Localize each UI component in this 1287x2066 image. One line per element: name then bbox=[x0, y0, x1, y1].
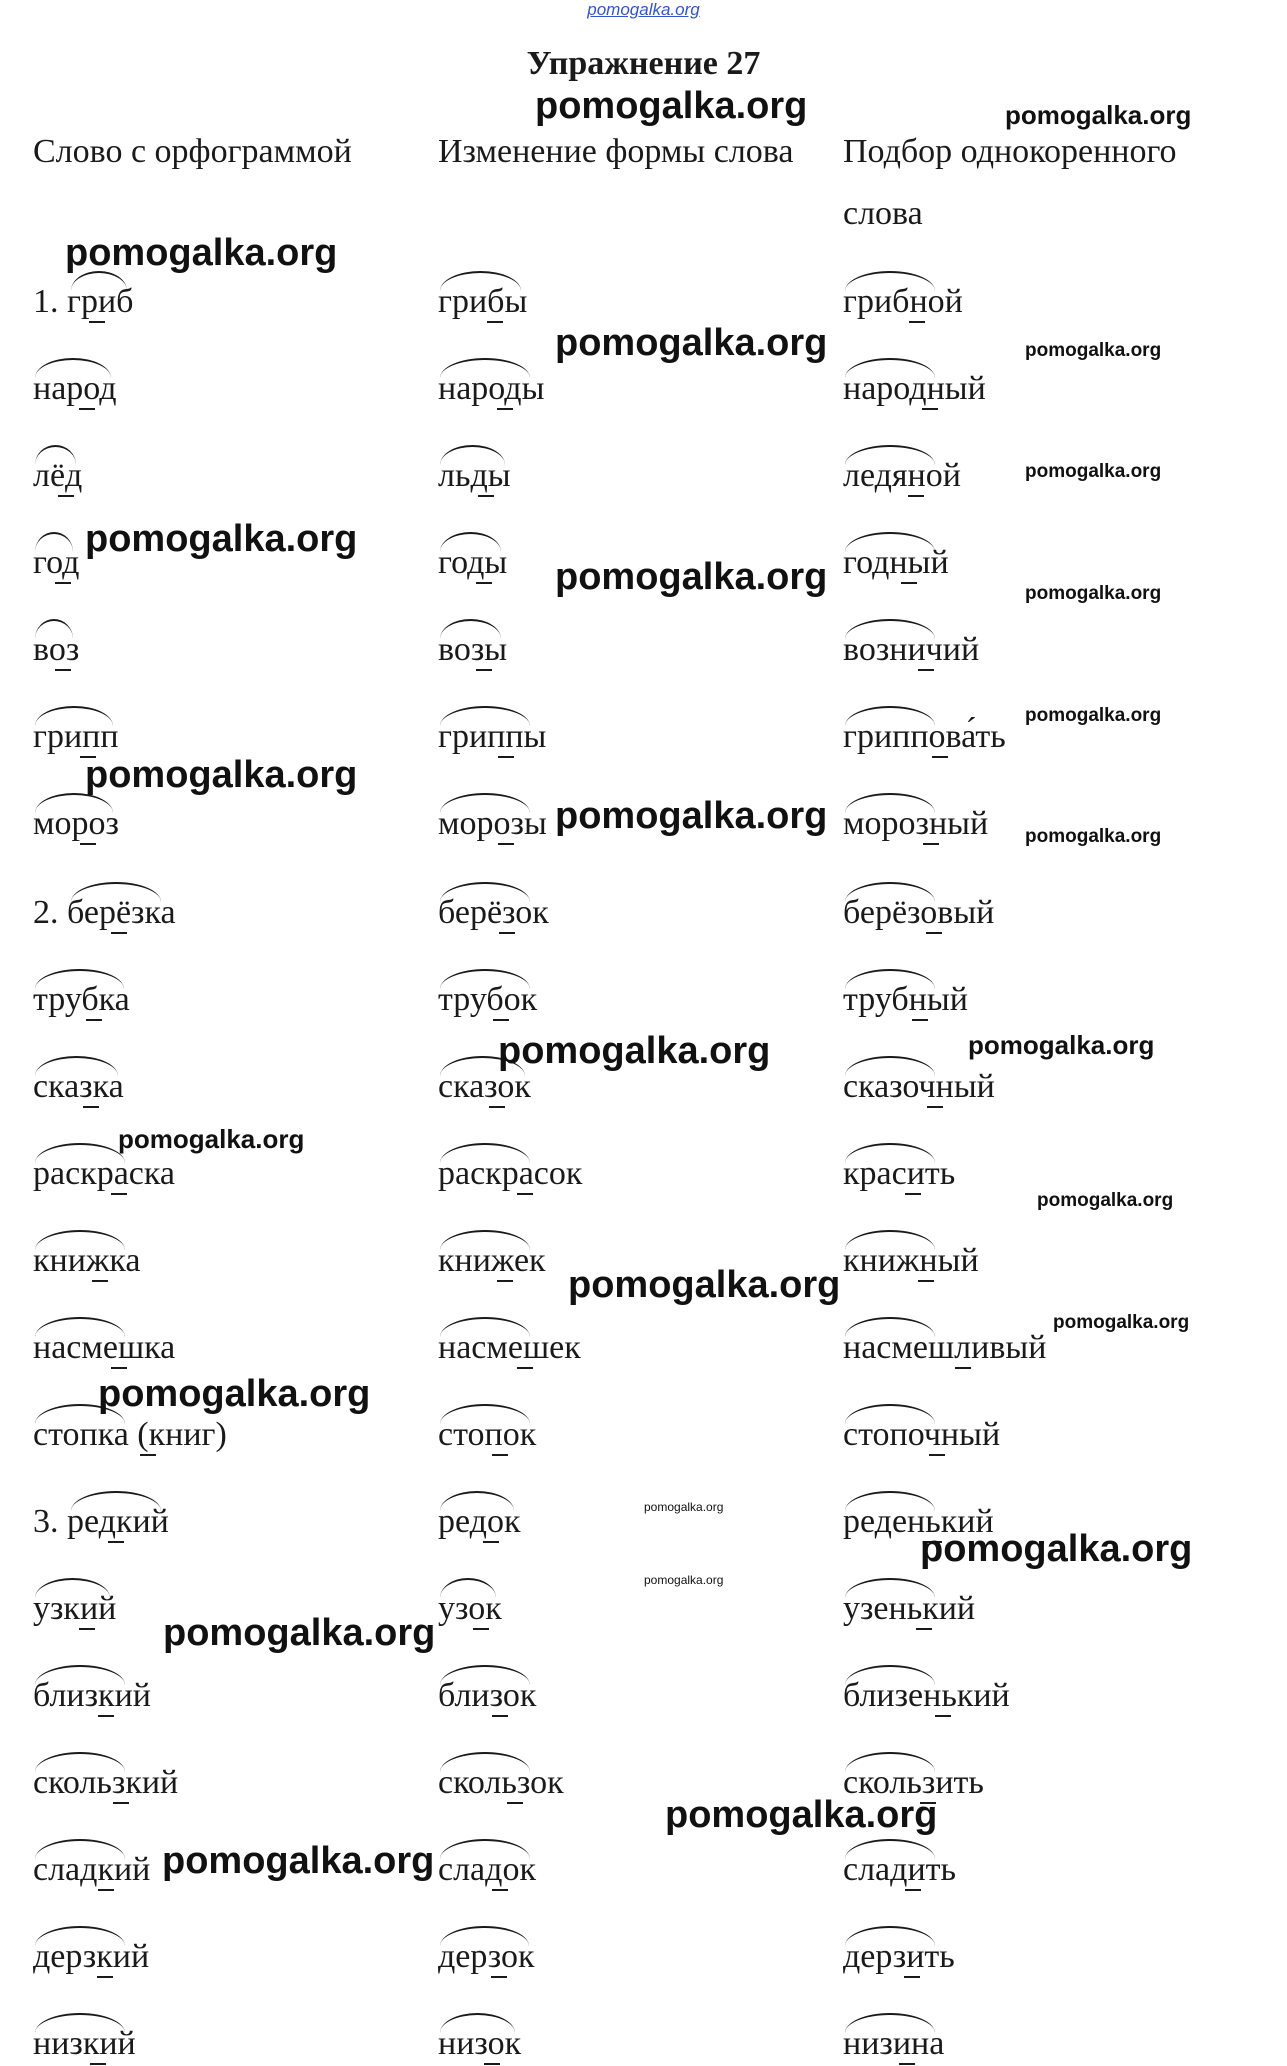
root-arc-mark bbox=[440, 1665, 530, 1685]
orthogram-underline bbox=[492, 1454, 508, 1456]
orthogram-underline bbox=[498, 756, 514, 758]
word-cell: трубка bbox=[33, 983, 130, 1017]
word-cell: низкий bbox=[33, 2027, 136, 2061]
root-arc-mark bbox=[440, 1404, 530, 1424]
word-cell: дерзить bbox=[843, 1940, 955, 1974]
word-cell: стопка (книг) bbox=[33, 1418, 227, 1452]
site-watermark: pomogalka.org bbox=[65, 232, 338, 274]
word-cell: берёзовый bbox=[843, 896, 994, 930]
word-cell: стопочный bbox=[843, 1418, 1000, 1452]
word-cell: льды bbox=[438, 459, 511, 493]
orthogram-underline bbox=[79, 408, 95, 410]
word-cell: возничий bbox=[843, 633, 979, 667]
root-arc-mark bbox=[845, 271, 935, 291]
orthogram-underline bbox=[79, 1628, 95, 1630]
word-cell: 2. берёзка bbox=[33, 896, 176, 930]
orthogram-underline bbox=[140, 1454, 156, 1456]
site-watermark: pomogalka.org bbox=[535, 85, 808, 127]
word-cell: морозный bbox=[843, 807, 988, 841]
word-cell: мороз bbox=[33, 807, 119, 841]
orthogram-underline bbox=[55, 582, 71, 584]
orthogram-underline bbox=[484, 2063, 500, 2065]
orthogram-underline bbox=[493, 1019, 509, 1021]
site-watermark: pomogalka.org bbox=[1037, 1190, 1174, 1211]
header-word-with-orthogram: Слово с орфограммой bbox=[33, 133, 352, 170]
orthogram-underline bbox=[55, 669, 71, 671]
root-arc-mark bbox=[440, 706, 530, 726]
root-arc-mark bbox=[35, 1143, 125, 1163]
site-watermark: pomogalka.org bbox=[644, 1500, 724, 1514]
root-arc-mark bbox=[35, 619, 73, 639]
root-arc-mark bbox=[845, 1665, 935, 1685]
word-cell: низок bbox=[438, 2027, 521, 2061]
site-watermark: pomogalka.org bbox=[1005, 100, 1192, 130]
root-arc-mark bbox=[440, 1230, 530, 1250]
root-arc-mark bbox=[440, 1752, 530, 1772]
word-cell: народ bbox=[33, 372, 117, 406]
root-arc-mark bbox=[440, 532, 501, 552]
root-arc-mark bbox=[35, 445, 76, 465]
root-arc-mark bbox=[440, 969, 530, 989]
orthogram-underline bbox=[108, 1541, 124, 1543]
orthogram-underline bbox=[497, 1280, 513, 1282]
root-arc-mark bbox=[845, 445, 935, 465]
word-cell: узкий bbox=[33, 1592, 116, 1626]
orthogram-underline bbox=[926, 932, 942, 934]
word-cell: насмешливый bbox=[843, 1331, 1046, 1365]
word-cell: реденький bbox=[843, 1505, 994, 1539]
word-cell: сказок bbox=[438, 1070, 531, 1104]
root-arc-mark bbox=[845, 619, 935, 639]
root-arc-mark bbox=[845, 969, 935, 989]
word-cell: воз bbox=[33, 633, 79, 667]
root-arc-mark bbox=[35, 532, 73, 552]
orthogram-underline bbox=[932, 756, 948, 758]
orthogram-underline bbox=[97, 1976, 113, 1978]
root-arc-mark bbox=[35, 1578, 110, 1598]
root-arc-mark bbox=[35, 358, 111, 378]
site-watermark: pomogalka.org bbox=[98, 1373, 371, 1415]
word-cell: раскраска bbox=[33, 1157, 175, 1191]
root-arc-mark bbox=[35, 1056, 118, 1076]
site-watermark: pomogalka.org bbox=[568, 1264, 841, 1306]
orthogram-underline bbox=[111, 1193, 127, 1195]
word-cell: грибы bbox=[438, 285, 527, 319]
site-watermark: pomogalka.org bbox=[162, 1840, 435, 1882]
site-watermark: pomogalka.org bbox=[85, 754, 358, 796]
root-arc-mark bbox=[35, 1752, 125, 1772]
word-cell: лёд bbox=[33, 459, 82, 493]
site-watermark: pomogalka.org bbox=[555, 556, 828, 598]
orthogram-underline bbox=[473, 1628, 489, 1630]
orthogram-underline bbox=[98, 1715, 114, 1717]
header-word-form-change: Изменение формы слова bbox=[438, 133, 794, 170]
word-cell: годный bbox=[843, 546, 949, 580]
orthogram-underline bbox=[498, 843, 514, 845]
root-arc-mark bbox=[845, 1491, 935, 1511]
word-cell: редок bbox=[438, 1505, 520, 1539]
root-arc-mark bbox=[845, 1839, 935, 1859]
root-arc-mark bbox=[440, 1926, 529, 1946]
root-arc-mark bbox=[35, 969, 124, 989]
orthogram-underline bbox=[98, 1889, 114, 1891]
orthogram-underline bbox=[908, 495, 924, 497]
root-arc-mark bbox=[440, 793, 530, 813]
word-cell: дерзок bbox=[438, 1940, 535, 1974]
orthogram-underline bbox=[489, 1106, 505, 1108]
word-cell: 1. гриб bbox=[33, 285, 133, 319]
word-cell: народный bbox=[843, 372, 986, 406]
orthogram-underline bbox=[492, 1715, 508, 1717]
orthogram-underline bbox=[111, 1367, 127, 1369]
orthogram-underline bbox=[491, 1976, 507, 1978]
orthogram-underline bbox=[58, 495, 74, 497]
word-cell: скользить bbox=[843, 1766, 984, 1800]
site-watermark: pomogalka.org bbox=[555, 795, 828, 837]
site-watermark: pomogalka.org bbox=[1053, 1312, 1190, 1333]
orthogram-underline bbox=[905, 1193, 921, 1195]
word-cell: сказочный bbox=[843, 1070, 995, 1104]
orthogram-underline bbox=[483, 1541, 499, 1543]
orthogram-underline bbox=[497, 408, 513, 410]
site-watermark: pomogalka.org bbox=[163, 1612, 436, 1654]
orthogram-underline bbox=[499, 932, 515, 934]
root-arc-mark bbox=[845, 1578, 935, 1598]
orthogram-underline bbox=[80, 843, 96, 845]
orthogram-underline bbox=[923, 843, 939, 845]
orthogram-underline bbox=[92, 1280, 108, 1282]
word-cell: гриппова́ть bbox=[843, 720, 1006, 754]
root-arc-mark bbox=[35, 1839, 125, 1859]
orthogram-underline bbox=[507, 1802, 523, 1804]
root-arc-mark bbox=[845, 358, 935, 378]
orthogram-underline bbox=[955, 1367, 971, 1369]
root-arc-mark bbox=[845, 2013, 935, 2033]
root-arc-mark bbox=[71, 882, 161, 902]
word-cell: ледяной bbox=[843, 459, 961, 493]
word-cell: стопок bbox=[438, 1418, 536, 1452]
orthogram-underline bbox=[935, 1715, 951, 1717]
orthogram-underline bbox=[517, 1193, 533, 1195]
word-cell: годы bbox=[438, 546, 507, 580]
word-cell: низина bbox=[843, 2027, 944, 2061]
word-cell: сказка bbox=[33, 1070, 124, 1104]
root-arc-mark bbox=[440, 445, 505, 465]
orthogram-underline bbox=[90, 2063, 106, 2065]
word-cell: скользкий bbox=[33, 1766, 178, 1800]
orthogram-underline bbox=[89, 321, 105, 323]
word-cell: близок bbox=[438, 1679, 536, 1713]
root-arc-mark bbox=[845, 1926, 935, 1946]
word-cell: грибной bbox=[843, 285, 963, 319]
root-arc-mark bbox=[845, 1404, 935, 1424]
root-arc-mark bbox=[35, 706, 113, 726]
root-arc-mark bbox=[440, 271, 521, 291]
site-watermark: pomogalka.org bbox=[1025, 461, 1162, 482]
orthogram-underline bbox=[476, 669, 492, 671]
root-arc-mark bbox=[845, 532, 935, 552]
root-arc-mark bbox=[845, 1230, 935, 1250]
site-watermark: pomogalka.org bbox=[644, 1573, 724, 1587]
root-arc-mark bbox=[440, 1143, 530, 1163]
orthogram-underline bbox=[927, 1106, 943, 1108]
word-cell: сладкий bbox=[33, 1853, 150, 1887]
word-cell: берёзок bbox=[438, 896, 549, 930]
site-watermark: pomogalka.org bbox=[85, 518, 358, 560]
site-watermark: pomogalka.org bbox=[1025, 826, 1162, 847]
word-cell: возы bbox=[438, 633, 507, 667]
header-cognate-word-line2: слова bbox=[843, 195, 923, 232]
root-arc-mark bbox=[440, 882, 530, 902]
root-arc-mark bbox=[845, 1752, 935, 1772]
word-cell: раскрасок bbox=[438, 1157, 582, 1191]
site-watermark: pomogalka.org bbox=[555, 322, 828, 364]
orthogram-underline bbox=[918, 1280, 934, 1282]
orthogram-underline bbox=[86, 1019, 102, 1021]
orthogram-underline bbox=[905, 1889, 921, 1891]
site-watermark: pomogalka.org bbox=[1025, 583, 1162, 604]
orthogram-underline bbox=[916, 1628, 932, 1630]
word-cell: книжек bbox=[438, 1244, 546, 1278]
root-arc-mark bbox=[845, 793, 935, 813]
word-cell: близкий bbox=[33, 1679, 151, 1713]
top-watermark: pomogalka.org bbox=[587, 0, 700, 19]
orthogram-underline bbox=[487, 321, 503, 323]
orthogram-underline bbox=[912, 1019, 928, 1021]
orthogram-underline bbox=[111, 932, 127, 934]
orthogram-underline bbox=[909, 321, 925, 323]
page-title: Упражнение 27 bbox=[526, 45, 761, 82]
word-cell: насмешка bbox=[33, 1331, 175, 1365]
root-arc-mark bbox=[440, 1491, 514, 1511]
root-arc-mark bbox=[35, 1926, 125, 1946]
word-cell: книжный bbox=[843, 1244, 979, 1278]
word-cell: дерзкий bbox=[33, 1940, 149, 1974]
root-arc-mark bbox=[440, 1839, 530, 1859]
root-arc-mark bbox=[71, 1491, 161, 1511]
word-cell: морозы bbox=[438, 807, 547, 841]
word-cell: насмешек bbox=[438, 1331, 581, 1365]
word-cell: красить bbox=[843, 1157, 955, 1191]
orthogram-underline bbox=[492, 1889, 508, 1891]
word-cell: сладить bbox=[843, 1853, 956, 1887]
word-cell: год bbox=[33, 546, 79, 580]
root-arc-mark bbox=[440, 358, 530, 378]
orthogram-underline bbox=[922, 408, 938, 410]
word-cell: народы bbox=[438, 372, 544, 406]
orthogram-underline bbox=[929, 1454, 945, 1456]
word-cell: 3. редкий bbox=[33, 1505, 169, 1539]
word-cell: скользок bbox=[438, 1766, 564, 1800]
orthogram-underline bbox=[517, 1367, 533, 1369]
root-arc-mark bbox=[35, 1230, 125, 1250]
site-watermark: pomogalka.org bbox=[968, 1030, 1155, 1060]
root-arc-mark bbox=[440, 2013, 515, 2033]
orthogram-underline bbox=[901, 582, 917, 584]
word-cell: трубок bbox=[438, 983, 537, 1017]
word-cell: близенький bbox=[843, 1679, 1010, 1713]
root-arc-mark bbox=[845, 882, 935, 902]
root-arc-mark bbox=[440, 1317, 530, 1337]
root-arc-mark bbox=[35, 1665, 125, 1685]
site-watermark: pomogalka.org bbox=[1025, 705, 1162, 726]
root-arc-mark bbox=[845, 1317, 935, 1337]
site-watermark: pomogalka.org bbox=[1025, 340, 1162, 361]
word-cell: гриппы bbox=[438, 720, 546, 754]
word-cell: сладок bbox=[438, 1853, 536, 1887]
word-cell: узенький bbox=[843, 1592, 975, 1626]
site-watermark: pomogalka.org bbox=[118, 1124, 305, 1154]
header-cognate-word: Подбор однокоренного bbox=[843, 133, 1177, 170]
orthogram-underline bbox=[83, 1106, 99, 1108]
root-arc-mark bbox=[35, 2013, 125, 2033]
root-arc-mark bbox=[440, 619, 501, 639]
orthogram-underline bbox=[918, 669, 934, 671]
orthogram-underline bbox=[904, 1976, 920, 1978]
orthogram-underline bbox=[478, 495, 494, 497]
word-cell: узок bbox=[438, 1592, 502, 1626]
word-cell: грипп bbox=[33, 720, 119, 754]
root-arc-mark bbox=[845, 1056, 935, 1076]
word-cell: трубный bbox=[843, 983, 968, 1017]
orthogram-underline bbox=[476, 582, 492, 584]
root-arc-mark bbox=[845, 1143, 935, 1163]
word-cell: книжка bbox=[33, 1244, 141, 1278]
root-arc-mark bbox=[35, 1317, 125, 1337]
orthogram-underline bbox=[113, 1802, 129, 1804]
root-arc-mark bbox=[845, 706, 935, 726]
root-arc-mark bbox=[440, 1578, 496, 1598]
site-watermark: pomogalka.org bbox=[920, 1528, 1193, 1570]
site-watermark: pomogalka.org bbox=[665, 1794, 938, 1836]
site-watermark: pomogalka.org bbox=[498, 1030, 771, 1072]
orthogram-underline bbox=[899, 2063, 915, 2065]
